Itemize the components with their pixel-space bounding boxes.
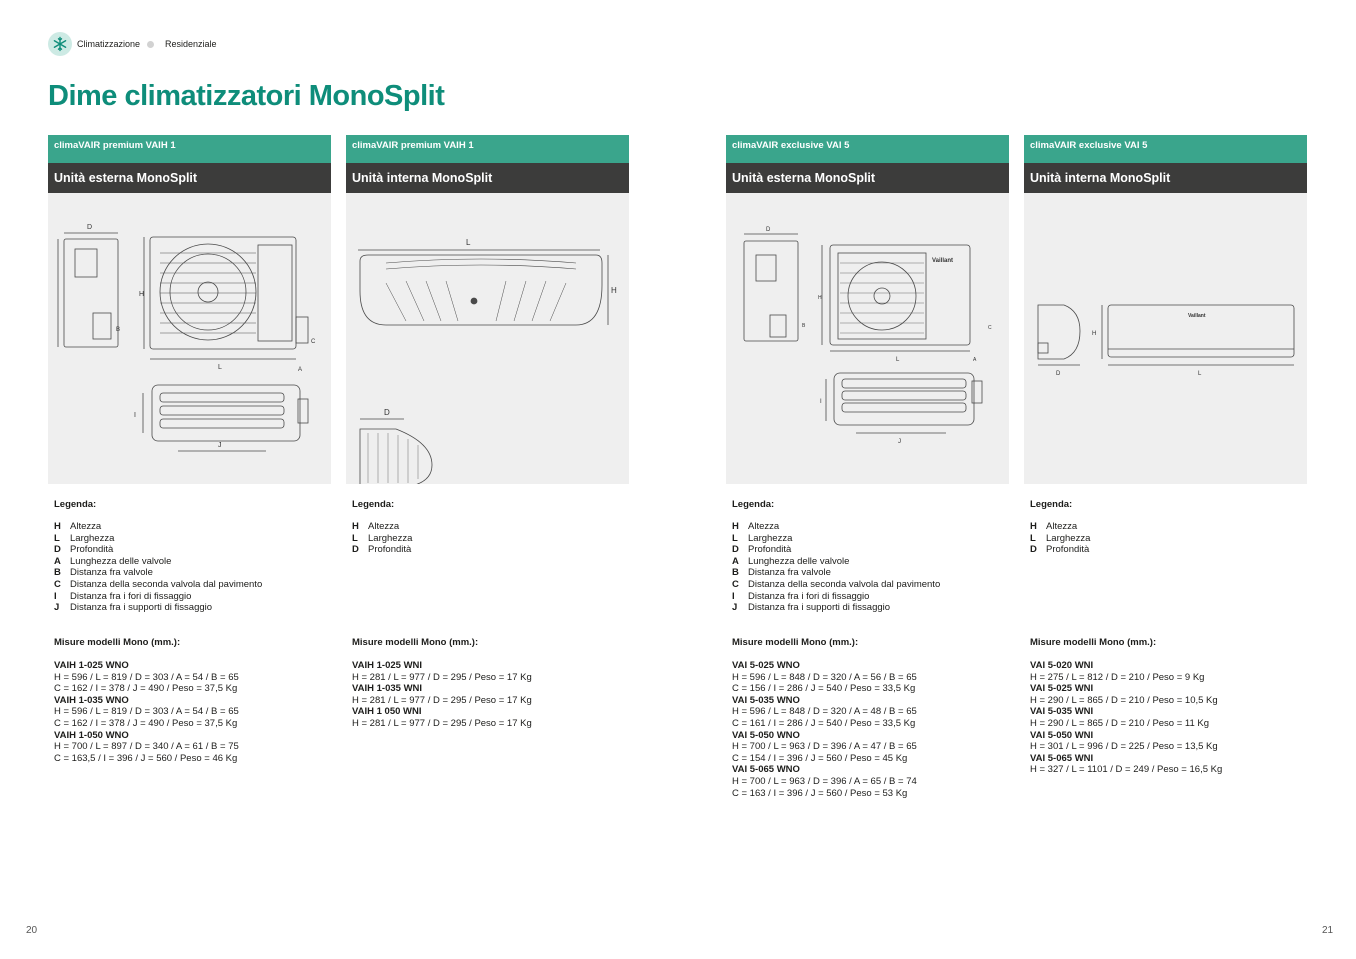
legend-item <box>54 544 262 556</box>
breadcrumb-section[interactable]: Climatizzazione <box>77 39 141 49</box>
legend-key: B <box>732 567 739 579</box>
legend-text: Distanza fra i supporti di fissaggio <box>748 602 891 614</box>
column-vaih1-indoor <box>346 135 629 729</box>
unit-header: Unità interna MonoSplit <box>346 163 629 193</box>
measures-title: Misure modelli Mono (mm.): <box>54 637 181 648</box>
legend-list <box>1030 521 1090 556</box>
model-spec: H = 596 / L = 819 / D = 303 / A = 54 / B = 65 <box>54 706 239 718</box>
drawing-label-h: H <box>611 286 617 295</box>
drawing-label-i: I <box>134 412 136 419</box>
model-spec: H = 281 / L = 977 / D = 295 / Peso = 17 Kg <box>352 671 532 683</box>
model-spec: H = 290 / L = 865 / D = 210 / Peso = 11 Kg <box>1030 717 1210 729</box>
legend-text: Lunghezza delle valvole <box>748 555 850 567</box>
legend-text: Altezza <box>748 521 780 532</box>
model-name: VAI 5-050 WNO <box>732 729 800 741</box>
legend-list <box>352 521 412 556</box>
model-spec: C = 163 / I = 396 / J = 560 / Peso = 53 Kg <box>732 787 908 799</box>
legend-item <box>352 533 412 545</box>
model-name: VAIH 1-035 WNI <box>352 683 423 695</box>
legend-text: Distanza fra valvole <box>70 567 153 579</box>
model-spec: H = 700 / L = 963 / D = 396 / A = 65 / B = 74 <box>732 775 917 787</box>
drawing-label-h: H <box>1092 331 1097 337</box>
drawing-label-j: J <box>898 439 901 445</box>
legend-text: Larghezza <box>368 532 413 544</box>
legend-title: Legenda: <box>732 499 775 510</box>
legend-key: J <box>732 602 738 614</box>
legend-key: D <box>732 544 739 556</box>
legend-item <box>1030 533 1090 545</box>
model-header: climaVAIR premium VAIH 1 <box>346 135 629 163</box>
model-spec: H = 596 / L = 848 / D = 320 / A = 48 / B = 65 <box>732 706 917 718</box>
legend-title: Legenda: <box>352 499 395 510</box>
drawing-label-d: D <box>87 224 93 231</box>
model-spec: H = 327 / L = 1101 / D = 249 / Peso = 16,5 Kg <box>1030 764 1223 776</box>
drawing-label-b: B <box>116 327 121 333</box>
legend-key: L <box>732 532 738 544</box>
drawing-label-c: C <box>988 325 992 331</box>
legend-item <box>54 579 262 591</box>
model-spec: H = 275 / L = 812 / D = 210 / Peso = 9 Kg <box>1030 671 1205 683</box>
model-name: VAI 5-025 WNI <box>1030 683 1094 695</box>
model-spec: C = 163,5 / I = 396 / J = 560 / Peso = 46 Kg <box>54 752 238 764</box>
measures-title: Misure modelli Mono (mm.): <box>732 637 859 648</box>
model-name: VAI 5-035 WNO <box>732 694 800 706</box>
legend-key: C <box>732 578 739 590</box>
drawing-label-i: I <box>820 399 822 405</box>
legend-item <box>732 579 940 591</box>
legend-key: H <box>1030 521 1037 532</box>
legend-text: Altezza <box>1046 521 1078 532</box>
drawing-label-l: L <box>466 238 471 247</box>
legend-text: Distanza fra valvole <box>748 567 831 579</box>
legend-text: Larghezza <box>748 532 793 544</box>
drawing-label-c: C <box>311 339 316 345</box>
legend-text: Profondità <box>368 544 412 556</box>
model-spec: C = 161 / I = 286 / J = 540 / Peso = 33,5 Kg <box>732 717 916 729</box>
model-spec: H = 301 / L = 996 / D = 225 / Peso = 13,5 Kg <box>1030 741 1218 753</box>
legend-key: C <box>54 578 61 590</box>
legend-key: L <box>352 532 358 544</box>
model-measures <box>732 660 917 799</box>
model-measures <box>1030 660 1222 776</box>
unit-header: Unità interna MonoSplit <box>1024 163 1307 193</box>
legend-text: Distanza fra i supporti di fissaggio <box>70 602 213 614</box>
model-name: VAIH 1-025 WNI <box>352 660 423 671</box>
snowflake-icon <box>48 32 72 56</box>
column-vaih1-outdoor <box>48 135 331 764</box>
model-measures <box>54 660 239 764</box>
legend-item <box>54 591 262 603</box>
legend-item <box>732 556 940 568</box>
legend-text: Distanza fra i fori di fissaggio <box>748 590 870 602</box>
measures-title: Misure modelli Mono (mm.): <box>352 637 479 648</box>
model-name: VAIH 1 050 WNI <box>352 706 422 718</box>
legend-key: B <box>54 567 61 579</box>
legend-key: A <box>54 555 61 567</box>
model-spec: H = 281 / L = 977 / D = 295 / Peso = 17 Kg <box>352 694 532 706</box>
legend-item <box>1030 521 1090 533</box>
legend-text: Distanza fra i fori di fissaggio <box>70 590 192 602</box>
model-name: VAI 5-020 WNI <box>1030 660 1094 671</box>
model-header: climaVAIR exclusive VAI 5 <box>1024 135 1307 163</box>
drawing-label-h: H <box>818 295 822 301</box>
legend-text: Lunghezza delle valvole <box>70 555 172 567</box>
model-spec: C = 154 / I = 396 / J = 560 / Peso = 45 Kg <box>732 752 908 764</box>
breadcrumb-separator <box>147 41 154 48</box>
legend-item <box>732 567 940 579</box>
model-name: VAI 5-025 WNO <box>732 660 800 671</box>
legend-key: J <box>54 602 60 614</box>
unit-header: Unità esterna MonoSplit <box>726 163 1009 193</box>
legend-text: Profondità <box>748 544 792 556</box>
unit-header: Unità esterna MonoSplit <box>48 163 331 193</box>
drawing-label-a: A <box>973 357 977 363</box>
model-name: VAI 5-050 WNI <box>1030 729 1094 741</box>
model-measures <box>352 660 532 730</box>
legend-key: D <box>54 544 61 556</box>
drawing-label-d: D <box>1056 371 1061 377</box>
model-spec: H = 700 / L = 897 / D = 340 / A = 61 / B = 75 <box>54 741 239 753</box>
legend-key: H <box>732 521 739 532</box>
vaillant-logo: Vaillant <box>932 258 954 264</box>
outdoor-unit-drawing <box>48 193 331 484</box>
legend-text: Altezza <box>70 521 102 532</box>
legend-key: H <box>352 521 359 532</box>
model-spec: C = 162 / I = 378 / J = 490 / Peso = 37,5 Kg <box>54 683 238 695</box>
legend-item <box>352 521 412 533</box>
page-number-left: 20 <box>26 925 38 936</box>
breadcrumb-subsection[interactable]: Residenziale <box>165 39 217 49</box>
legend-key: I <box>732 590 735 602</box>
legend-item <box>732 544 940 556</box>
measures-title: Misure modelli Mono (mm.): <box>1030 637 1157 648</box>
drawing-label-j: J <box>218 442 222 449</box>
drawing-label-b: B <box>802 323 806 329</box>
legend-key: A <box>732 555 739 567</box>
legend-text: Larghezza <box>70 532 115 544</box>
legend-key: I <box>54 590 57 602</box>
legend-text: Profondità <box>70 544 114 556</box>
legend-key: L <box>1030 532 1036 544</box>
model-name: VAIH 1-035 WNO <box>54 694 129 706</box>
legend-key: D <box>1030 544 1037 556</box>
model-name: VAIH 1-050 WNO <box>54 729 129 741</box>
legend-key: H <box>54 521 61 532</box>
legend-text: Altezza <box>368 521 400 532</box>
legend-key: D <box>352 544 359 556</box>
column-vai5-indoor <box>1024 135 1307 776</box>
model-name: VAIH 1-025 WNO <box>54 660 129 671</box>
indoor-unit-drawing <box>346 193 629 484</box>
outdoor-unit-drawing <box>726 193 1009 484</box>
drawing-label-d: D <box>384 408 390 417</box>
legend-item <box>54 533 262 545</box>
model-spec: C = 156 / I = 286 / J = 540 / Peso = 33,5 Kg <box>732 683 916 695</box>
legend-item <box>352 544 412 556</box>
model-spec: H = 596 / L = 819 / D = 303 / A = 54 / B = 65 <box>54 671 239 683</box>
drawing-label-h: H <box>139 291 145 298</box>
legend-item <box>732 591 940 603</box>
model-name: VAI 5-035 WNI <box>1030 706 1094 718</box>
model-header: climaVAIR premium VAIH 1 <box>48 135 331 163</box>
breadcrumb <box>48 32 217 56</box>
legend-item <box>1030 544 1090 556</box>
legend-item <box>54 602 262 614</box>
legend-text: Distanza della seconda valvola dal pavimento <box>70 578 263 590</box>
legend-item <box>732 602 940 614</box>
legend-item <box>732 521 940 533</box>
model-spec: H = 596 / L = 848 / D = 320 / A = 56 / B = 65 <box>732 671 917 683</box>
drawing-label-l: L <box>1198 371 1202 377</box>
vaillant-logo: Vaillant <box>1188 313 1206 319</box>
legend-text: Distanza della seconda valvola dal pavimento <box>748 578 941 590</box>
legend-list <box>54 521 262 614</box>
drawing-label-l: L <box>218 364 222 371</box>
indoor-unit-drawing <box>1024 193 1307 484</box>
legend-list <box>732 521 940 614</box>
page-title: Dime climatizzatori MonoSplit <box>48 80 445 112</box>
model-name: VAI 5-065 WNI <box>1030 752 1094 764</box>
drawing-label-a: A <box>298 367 303 373</box>
page-number-right: 21 <box>1322 925 1334 936</box>
column-vai5-outdoor <box>726 135 1009 799</box>
legend-text: Larghezza <box>1046 532 1091 544</box>
legend-title: Legenda: <box>54 499 97 510</box>
model-spec: H = 281 / L = 977 / D = 295 / Peso = 17 Kg <box>352 717 532 729</box>
model-spec: H = 700 / L = 963 / D = 396 / A = 47 / B = 65 <box>732 741 917 753</box>
legend-item <box>54 567 262 579</box>
drawing-label-l: L <box>896 357 900 363</box>
model-spec: C = 162 / I = 378 / J = 490 / Peso = 37,5 Kg <box>54 717 238 729</box>
drawing-label-d: D <box>766 227 771 233</box>
legend-item <box>54 521 262 533</box>
model-name: VAI 5-065 WNO <box>732 764 800 776</box>
model-header: climaVAIR exclusive VAI 5 <box>726 135 1009 163</box>
model-spec: H = 290 / L = 865 / D = 210 / Peso = 10,5 Kg <box>1030 694 1218 706</box>
legend-key: L <box>54 532 60 544</box>
legend-item <box>54 556 262 568</box>
legend-title: Legenda: <box>1030 499 1073 510</box>
legend-item <box>732 533 940 545</box>
legend-text: Profondità <box>1046 544 1090 556</box>
